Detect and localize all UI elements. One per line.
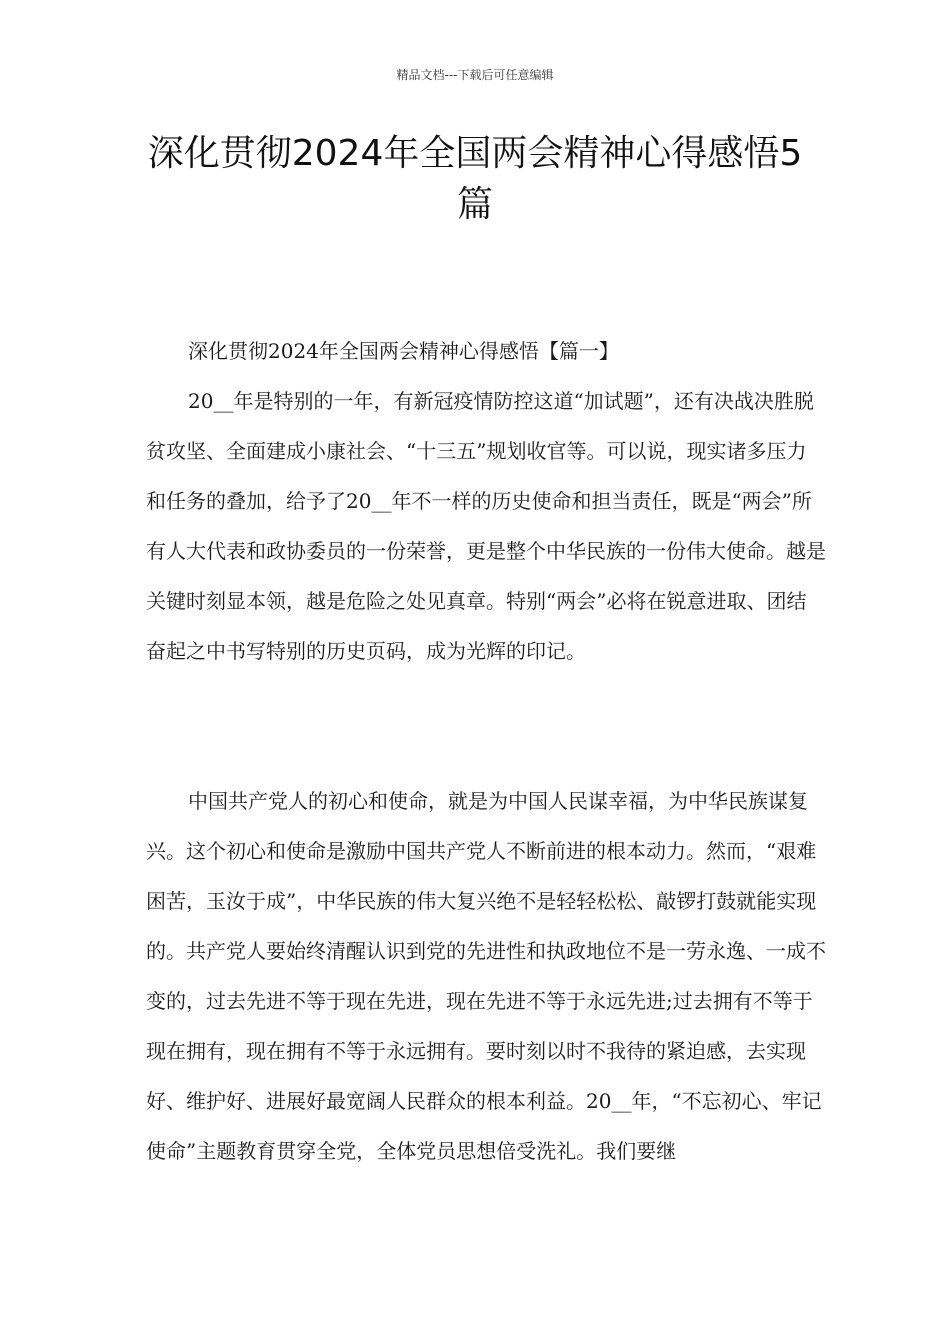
section-heading: 深化贯彻2024年全国两会精神心得感悟【篇一】 <box>188 339 619 363</box>
header-note: 精品文档---下载后可任意编辑 <box>396 68 554 82</box>
paragraph-1: 20__年是特别的一年，有新冠疫情防控这道“加试题”，还有决战决胜脱贫攻坚、全面建成小康社会、“十三五”规划收官等。可以说，现实诸多压力和任务的叠加，给予了20__年不一样的历史使命和担当责任，既是“两会”所有人大代表和政协委员的一份荣誉，更是整个中华民族的一份伟大使命。越是关键时刻显本领，越是危险之处见真章。特别“两会”必将在锐意进取、团结奋起之中书写特别的历史页码，成为光辉的印记。 <box>146 389 826 663</box>
document-title: 深化贯彻2024年全国两会精神心得感悟5篇 <box>147 133 803 225</box>
paragraph-2: 中国共产党人的初心和使命，就是为中国人民谋幸福，为中华民族谋复兴。这个初心和使命是激励中国共产党人不断前进的根本动力。然而，“艰难困苦，玉汝于成”，中华民族的伟大复兴绝不是轻轻松松、敲锣打鼓就能实现的。共产党人要始终清醒认识到党的先进性和执政地位不是一劳永逸、一成不变的，过去先进不等于现在先进，现在先进不等于永远先进;过去拥有不等于现在拥有，现在拥有不等于永远拥有。要时刻以时不我待的紧迫感，去实现好、维护好、进展好最宽阔人民群众的根本利益。20__年，“不忘初心、牢记使命”主题教育贯穿全党，全体党员思想倍受洗礼。我们要继 <box>146 789 826 1163</box>
